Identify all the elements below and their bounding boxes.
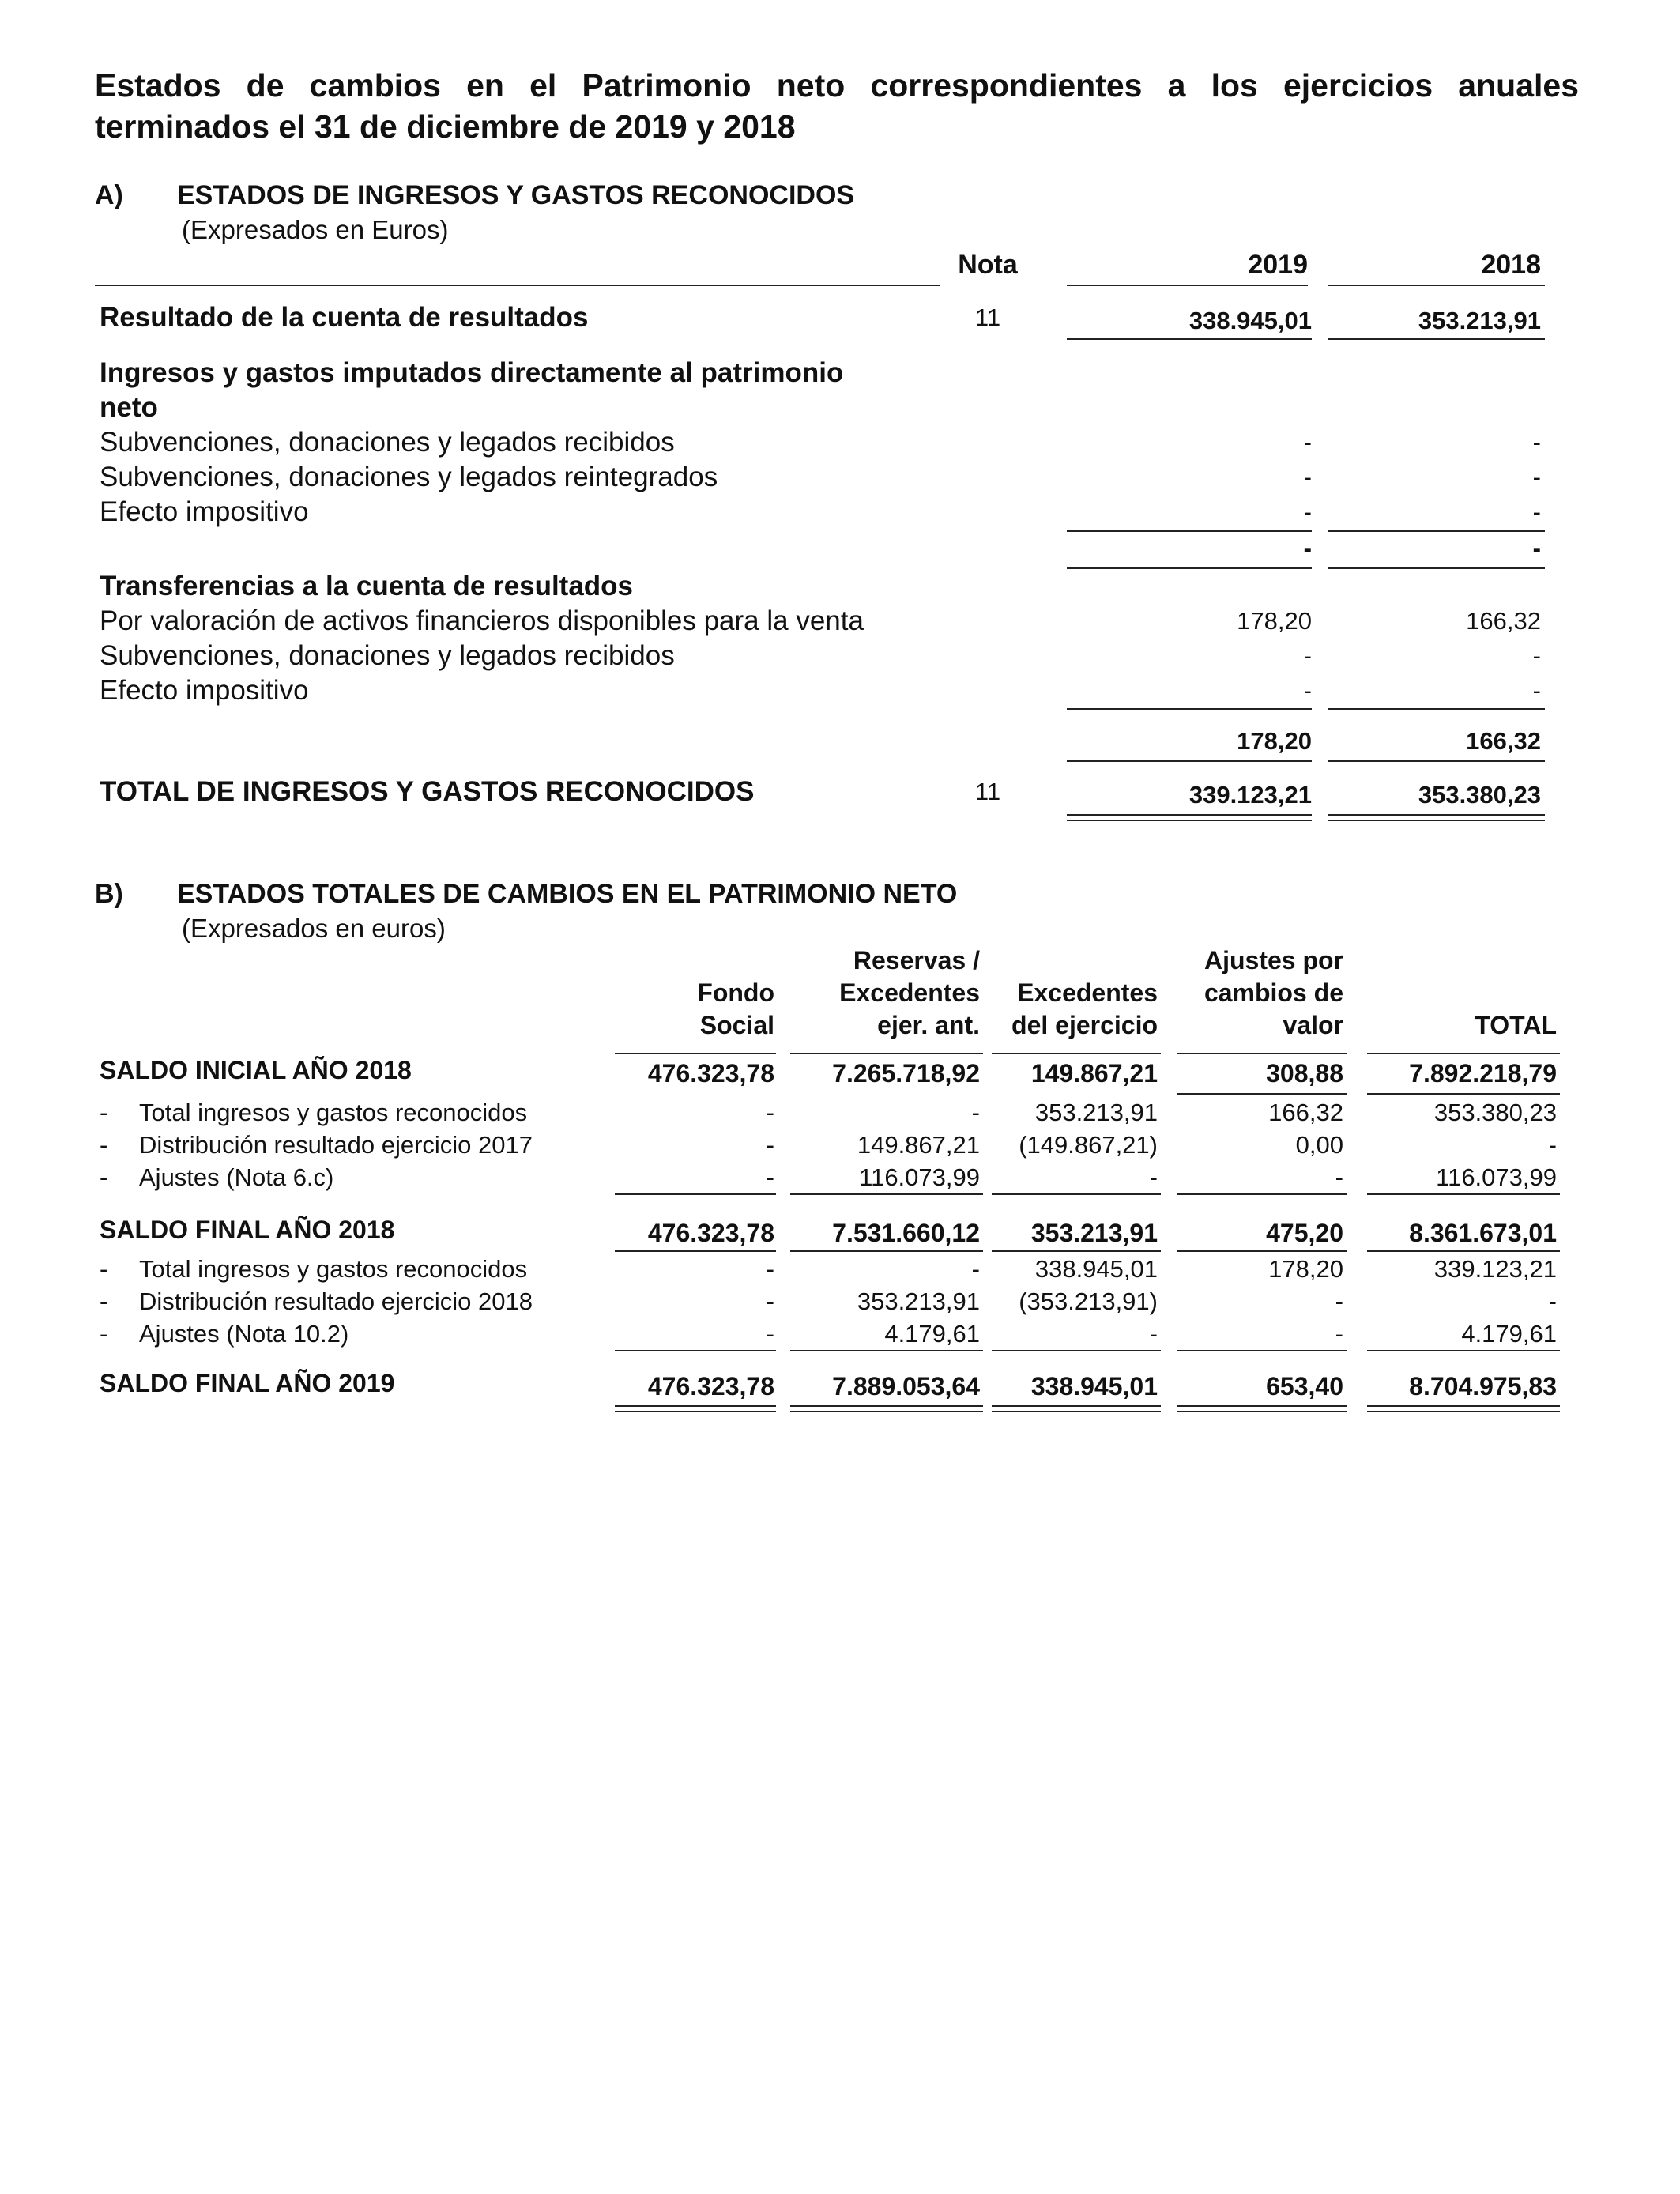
total-reconocidos-double-rule-2018 bbox=[1328, 814, 1545, 821]
saldo-row-label: SALDO INICIAL AÑO 2018 bbox=[100, 1056, 412, 1084]
saldo-row-reservas: 7.265.718,92 bbox=[832, 1059, 980, 1088]
col-header-fondo-line1: Fondo bbox=[697, 978, 774, 1007]
saldo-row-label: SALDO FINAL AÑO 2018 bbox=[100, 1216, 395, 1244]
transferencias-row-2018: - bbox=[1532, 642, 1541, 669]
movement-row-total: 353.380,23 bbox=[1433, 1099, 1557, 1126]
rule-above-saldo2019-reservas bbox=[790, 1350, 983, 1351]
rule-above-saldo2019-ajustes bbox=[1177, 1350, 1347, 1351]
imputados-heading-line1: Ingresos y gastos imputados directamente al patrimonio bbox=[100, 357, 844, 388]
movement-dash: - bbox=[100, 1287, 108, 1315]
rule-above-saldo-reservas bbox=[790, 1053, 983, 1054]
movement-row-ajustes: 166,32 bbox=[1268, 1099, 1343, 1126]
resultado-rule-2018 bbox=[1328, 338, 1545, 340]
rule-above-saldo2019-total bbox=[1367, 1350, 1560, 1351]
col-header-reservas-line1: Reservas / bbox=[853, 946, 980, 974]
saldo-row-fondo: 476.323,78 bbox=[647, 1372, 774, 1400]
col-header-excedentes-line1: Excedentes bbox=[1017, 978, 1158, 1007]
resultado-nota: 11 bbox=[974, 303, 1001, 331]
saldo-row-ajustes: 308,88 bbox=[1266, 1059, 1343, 1088]
rule-below-saldo2018-total bbox=[1367, 1250, 1560, 1252]
transferencias-heading: Transferencias a la cuenta de resultados bbox=[100, 571, 634, 601]
col-header-excedentes-line2: del ejercicio bbox=[1011, 1011, 1158, 1039]
movement-row-reservas: - bbox=[971, 1099, 980, 1126]
movement-dash: - bbox=[100, 1255, 108, 1283]
transferencias-subtotal-2018: 166,32 bbox=[1466, 727, 1541, 755]
movement-dash: - bbox=[100, 1320, 108, 1348]
movement-row-reservas: - bbox=[971, 1255, 980, 1283]
transferencias-row-2019: - bbox=[1303, 677, 1312, 704]
section-b-title: ESTADOS TOTALES DE CAMBIOS EN EL PATRIMONIO NETO bbox=[177, 879, 958, 909]
movement-row-excedentes: 338.945,01 bbox=[1034, 1255, 1158, 1283]
header-rule-2019 bbox=[1067, 285, 1308, 286]
movement-row-fondo: - bbox=[766, 1320, 774, 1348]
total-reconocidos-nota: 11 bbox=[974, 778, 1001, 805]
saldo-row-total: 8.361.673,01 bbox=[1409, 1219, 1557, 1247]
saldo-row-fondo: 476.323,78 bbox=[647, 1219, 774, 1247]
movement-row-total: 116.073,99 bbox=[1436, 1163, 1557, 1191]
document-title-line1: Estados de cambios en el Patrimonio neto correspondientes a los ejercicios anuales bbox=[95, 67, 1579, 104]
saldo-row-reservas: 7.531.660,12 bbox=[832, 1219, 980, 1247]
saldo-row-reservas: 7.889.053,64 bbox=[832, 1372, 980, 1400]
movement-row-fondo: - bbox=[766, 1255, 774, 1283]
movement-row-excedentes: 353.213,91 bbox=[1034, 1099, 1158, 1126]
imputados-row-2018: - bbox=[1532, 498, 1541, 526]
transferencias-subtotal-2019: 178,20 bbox=[1237, 727, 1312, 755]
movement-row-reservas: 116.073,99 bbox=[859, 1163, 980, 1191]
transferencias-subtotal-rule-2018 bbox=[1328, 760, 1545, 762]
movement-row-label: Total ingresos y gastos reconocidos bbox=[139, 1255, 528, 1283]
saldo-row-ajustes: 653,40 bbox=[1266, 1372, 1343, 1400]
movement-row-total: 4.179,61 bbox=[1461, 1320, 1557, 1348]
movement-row-excedentes: - bbox=[1149, 1320, 1158, 1348]
total-reconocidos-double-rule-2019 bbox=[1067, 814, 1312, 821]
col-header-fondo-line2: Social bbox=[699, 1011, 774, 1039]
transferencias-row-2018: 166,32 bbox=[1466, 607, 1541, 635]
imputados-subtotal-rule-2018 bbox=[1328, 567, 1545, 569]
resultado-2019: 338.945,01 bbox=[1188, 307, 1312, 334]
movement-row-excedentes: (149.867,21) bbox=[1019, 1131, 1158, 1159]
total-reconocidos-label: TOTAL DE INGRESOS Y GASTOS RECONOCIDOS bbox=[100, 776, 755, 807]
movement-dash: - bbox=[100, 1131, 108, 1159]
movement-row-ajustes: - bbox=[1335, 1287, 1343, 1315]
imputados-row-label: Subvenciones, donaciones y legados reintegrados bbox=[100, 462, 718, 492]
saldo-row-excedentes: 338.945,01 bbox=[1030, 1372, 1158, 1400]
rule-above-saldo-excedentes bbox=[992, 1053, 1161, 1054]
total-reconocidos-2018: 353.380,23 bbox=[1418, 781, 1541, 809]
resultado-2018: 353.213,91 bbox=[1418, 307, 1541, 334]
col-header-total: TOTAL bbox=[1475, 1011, 1557, 1039]
double-rule-saldo2019-total bbox=[1367, 1405, 1560, 1412]
rule-above-saldo-total bbox=[1367, 1053, 1560, 1054]
section-b-subtitle: (Expresados en euros) bbox=[182, 914, 446, 943]
saldo-row-total: 8.704.975,83 bbox=[1409, 1372, 1557, 1400]
section-a-title: ESTADOS DE INGRESOS Y GASTOS RECONOCIDOS bbox=[177, 180, 855, 210]
imputados-subtotal-rule-2019 bbox=[1067, 567, 1312, 569]
movement-row-label: Distribución resultado ejercicio 2018 bbox=[139, 1287, 533, 1315]
double-rule-saldo2019-fondo bbox=[615, 1405, 776, 1412]
rule-above-saldo2018-reservas bbox=[790, 1193, 983, 1195]
movement-row-ajustes: 0,00 bbox=[1295, 1131, 1343, 1159]
header-rule-left bbox=[95, 285, 940, 286]
movement-row-fondo: - bbox=[766, 1099, 774, 1126]
movement-row-label: Ajustes (Nota 6.c) bbox=[139, 1163, 334, 1191]
rule-below-saldo2018-ajustes bbox=[1177, 1250, 1347, 1252]
movement-row-fondo: - bbox=[766, 1163, 774, 1191]
rule-below-saldo2018-reservas bbox=[790, 1250, 983, 1252]
movement-row-reservas: 4.179,61 bbox=[884, 1320, 980, 1348]
rule-below-saldo2018-fondo bbox=[615, 1250, 776, 1252]
rule-above-saldo-ajustes bbox=[1177, 1053, 1347, 1054]
header-2019: 2019 bbox=[1248, 250, 1308, 280]
rule-above-saldo2018-ajustes bbox=[1177, 1193, 1347, 1195]
imputados-rule-2018 bbox=[1328, 530, 1545, 532]
double-rule-saldo2019-excedentes bbox=[992, 1405, 1161, 1412]
col-header-ajustes-line2: cambios de bbox=[1203, 978, 1343, 1007]
saldo-row-total: 7.892.218,79 bbox=[1409, 1059, 1557, 1088]
movement-row-ajustes: - bbox=[1335, 1163, 1343, 1191]
movement-row-reservas: 353.213,91 bbox=[857, 1287, 980, 1315]
transferencias-row-2019: - bbox=[1303, 642, 1312, 669]
section-b-letter: B) bbox=[95, 879, 123, 909]
imputados-rule-2019 bbox=[1067, 530, 1312, 532]
imputados-row-2018: - bbox=[1532, 428, 1541, 456]
resultado-label: Resultado de la cuenta de resultados bbox=[100, 302, 589, 333]
movement-row-label: Total ingresos y gastos reconocidos bbox=[139, 1099, 528, 1126]
imputados-subtotal-2019: - bbox=[1303, 534, 1312, 562]
movement-dash: - bbox=[100, 1163, 108, 1191]
movement-row-label: Ajustes (Nota 10.2) bbox=[139, 1320, 349, 1348]
transferencias-row-label: Por valoración de activos financieros disponibles para la venta bbox=[100, 605, 864, 636]
document-title-line2: terminados el 31 de diciembre de 2019 y 2018 bbox=[95, 108, 796, 145]
rule-above-saldo2018-excedentes bbox=[992, 1193, 1161, 1195]
header-rule-2018 bbox=[1328, 285, 1545, 286]
transferencias-subtotal-rule-2019 bbox=[1067, 760, 1312, 762]
rule-above-saldo2019-excedentes bbox=[992, 1350, 1161, 1351]
saldo-row-fondo: 476.323,78 bbox=[647, 1059, 774, 1088]
imputados-row-label: Subvenciones, donaciones y legados recibidos bbox=[100, 427, 675, 458]
col-header-ajustes-line1: Ajustes por bbox=[1203, 946, 1343, 974]
section-a-letter: A) bbox=[95, 180, 123, 210]
movement-row-fondo: - bbox=[766, 1131, 774, 1159]
imputados-row-label: Efecto impositivo bbox=[100, 496, 309, 527]
saldo-row-excedentes: 149.867,21 bbox=[1030, 1059, 1158, 1088]
double-rule-saldo2019-reservas bbox=[790, 1405, 983, 1412]
movement-row-total: - bbox=[1548, 1131, 1557, 1159]
imputados-row-2019: - bbox=[1303, 428, 1312, 456]
movement-row-ajustes: - bbox=[1335, 1320, 1343, 1348]
col-header-ajustes-line3: valor bbox=[1283, 1011, 1343, 1039]
movement-row-fondo: - bbox=[766, 1287, 774, 1315]
saldo-row-excedentes: 353.213,91 bbox=[1030, 1219, 1158, 1247]
header-2018: 2018 bbox=[1481, 250, 1541, 280]
transferencias-row-label: Efecto impositivo bbox=[100, 675, 309, 706]
imputados-row-2019: - bbox=[1303, 463, 1312, 491]
imputados-subtotal-2018: - bbox=[1532, 534, 1541, 562]
movement-row-total: 339.123,21 bbox=[1433, 1255, 1557, 1283]
header-nota: Nota bbox=[958, 250, 1018, 280]
rule-above-saldo2019-fondo bbox=[615, 1350, 776, 1351]
rule-above-saldo-fondo bbox=[615, 1053, 776, 1054]
col-header-reservas-line2: Excedentes bbox=[839, 978, 980, 1007]
transferencias-row-2018: - bbox=[1532, 677, 1541, 704]
rule-below-saldo-ajustes bbox=[1177, 1093, 1347, 1095]
movement-row-excedentes: - bbox=[1149, 1163, 1158, 1191]
rule-below-saldo-total bbox=[1367, 1093, 1560, 1095]
movement-row-label: Distribución resultado ejercicio 2017 bbox=[139, 1131, 533, 1159]
transferencias-row-label: Subvenciones, donaciones y legados recibidos bbox=[100, 640, 675, 671]
saldo-row-ajustes: 475,20 bbox=[1266, 1219, 1343, 1247]
movement-row-reservas: 149.867,21 bbox=[857, 1131, 980, 1159]
rule-above-saldo2018-fondo bbox=[615, 1193, 776, 1195]
saldo-row-label: SALDO FINAL AÑO 2019 bbox=[100, 1369, 395, 1397]
section-a-subtitle: (Expresados en Euros) bbox=[182, 215, 449, 244]
resultado-rule-2019 bbox=[1067, 338, 1312, 340]
movement-row-total: - bbox=[1548, 1287, 1557, 1315]
total-reconocidos-2019: 339.123,21 bbox=[1188, 781, 1312, 809]
movement-dash: - bbox=[100, 1099, 108, 1126]
rule-above-saldo2018-total bbox=[1367, 1193, 1560, 1195]
transferencias-rule-2019 bbox=[1067, 708, 1312, 710]
movement-row-ajustes: 178,20 bbox=[1268, 1255, 1343, 1283]
transferencias-row-2019: 178,20 bbox=[1237, 607, 1312, 635]
transferencias-rule-2018 bbox=[1328, 708, 1545, 710]
imputados-row-2018: - bbox=[1532, 463, 1541, 491]
col-header-reservas-line3: ejer. ant. bbox=[877, 1011, 980, 1039]
double-rule-saldo2019-ajustes bbox=[1177, 1405, 1347, 1412]
imputados-row-2019: - bbox=[1303, 498, 1312, 526]
movement-row-excedentes: (353.213,91) bbox=[1019, 1287, 1158, 1315]
imputados-heading-line2: neto bbox=[100, 392, 158, 423]
rule-below-saldo2018-excedentes bbox=[992, 1250, 1161, 1252]
